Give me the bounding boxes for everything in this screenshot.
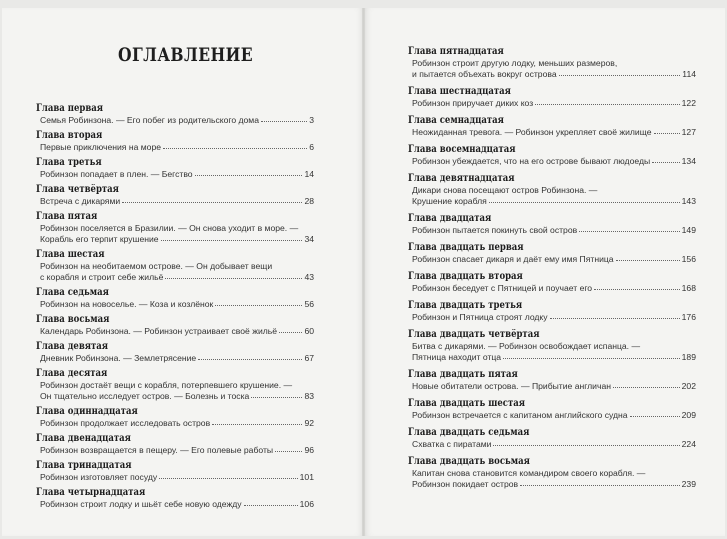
chapter-description <box>36 353 314 364</box>
chapter-description <box>36 223 314 245</box>
page-number: 34 <box>304 234 314 244</box>
chapter-description <box>408 312 696 323</box>
page-number: 106 <box>299 499 314 509</box>
chapter-heading: Глава двадцатая <box>408 213 492 224</box>
chapter-heading: Глава девятнадцатая <box>408 173 515 184</box>
description-line: Корабль его терпит крушение <box>40 234 159 244</box>
chapter-description <box>408 283 696 294</box>
dot-leader <box>503 357 680 359</box>
description-last-line <box>40 234 314 245</box>
description-last-line <box>40 353 314 364</box>
description-last-line <box>40 391 314 402</box>
chapter-description <box>36 261 314 283</box>
page-number: 92 <box>304 418 314 428</box>
page-number: 101 <box>299 472 314 482</box>
toc-entry <box>408 456 696 490</box>
dot-leader <box>165 277 302 279</box>
chapter-heading: Глава одиннадцатая <box>36 406 138 417</box>
chapter-description <box>36 472 314 483</box>
dot-leader <box>613 386 680 388</box>
toc-entry <box>408 329 696 363</box>
description-line: Робинзон на новоселье. — Коза и козлёнок <box>40 299 214 309</box>
description-line: Дикари снова посещают остров Робинзона. — <box>412 185 598 195</box>
page-number: 56 <box>304 299 314 309</box>
toc-entry <box>408 213 696 236</box>
description-line: Робинзон достаёт вещи с корабля, потерпевшего крушение. — <box>40 380 293 390</box>
dot-leader <box>579 230 679 232</box>
description-last-line <box>40 299 314 310</box>
chapter-heading: Глава четырнадцатая <box>36 487 146 498</box>
toc-entry <box>36 341 314 364</box>
description-last-line <box>40 115 314 126</box>
chapter-heading: Глава двадцать четвёртая <box>408 329 540 340</box>
chapter-heading: Глава пятая <box>36 211 98 222</box>
chapter-heading: Глава восьмая <box>36 314 110 325</box>
description-line: Он тщательно исследует остров. — Болезнь и тоска <box>40 391 250 401</box>
book-spine <box>362 8 365 536</box>
chapter-description <box>36 445 314 456</box>
description-line: Робинзон попадает в плен. — Бегство <box>40 169 193 179</box>
description-line: Первые приключения на море <box>40 142 162 152</box>
chapter-description <box>408 254 696 265</box>
description-line: Робинзон поселяется в Бразилии. — Он снова уходит в море. — <box>40 223 299 233</box>
dot-leader <box>652 161 680 163</box>
description-last-line <box>40 169 314 180</box>
description-last-line <box>40 418 314 429</box>
description-last-line <box>412 479 696 490</box>
chapter-heading: Глава шестнадцатая <box>408 86 511 97</box>
chapter-heading: Глава четвёртая <box>36 184 119 195</box>
toc-entry <box>36 287 314 310</box>
chapter-description <box>408 439 696 450</box>
chapter-heading: Глава первая <box>36 103 104 114</box>
description-line: Календарь Робинзона. — Робинзон устраивает своё жильё <box>40 326 278 336</box>
dot-leader <box>594 288 680 290</box>
toc-entry <box>408 86 696 109</box>
dot-leader <box>550 317 680 319</box>
chapter-description <box>408 98 696 109</box>
description-line: Семья Робинзона. — Его побег из родительского дома <box>40 115 259 125</box>
description-line: Робинзон строит лодку и шьёт себе новую одежду <box>40 499 242 509</box>
toc-entry <box>408 173 696 207</box>
description-last-line <box>40 142 314 153</box>
dot-leader <box>215 304 302 306</box>
dot-leader <box>279 331 302 333</box>
chapter-heading: Глава десятая <box>36 368 108 379</box>
toc-entry <box>36 211 314 245</box>
chapter-heading: Глава двадцать седьмая <box>408 427 530 438</box>
chapter-heading: Глава вторая <box>36 130 103 141</box>
chapter-description <box>408 468 696 490</box>
toc-entry <box>36 406 314 429</box>
description-line: Робинзон на необитаемом острове. — Он добывает вещи <box>40 261 273 271</box>
chapter-description <box>36 499 314 510</box>
toc-entry <box>36 433 314 456</box>
description-line: Новые обитатели острова. — Прибытие англичан <box>412 381 611 391</box>
chapter-heading: Глава двадцать вторая <box>408 271 523 282</box>
description-line: Крушение корабля <box>412 196 487 206</box>
toc-entry <box>36 249 314 283</box>
page-number: 67 <box>304 353 314 363</box>
description-line: Робинзон беседует с Пятницей и поучает его <box>412 283 593 293</box>
chapter-description <box>36 299 314 310</box>
chapter-heading: Глава восемнадцатая <box>408 144 516 155</box>
description-last-line <box>412 381 696 392</box>
description-last-line <box>412 410 696 421</box>
page-number: 3 <box>309 115 314 125</box>
chapter-heading: Глава двадцать пятая <box>408 369 518 380</box>
chapter-heading: Глава двадцать первая <box>408 242 524 253</box>
toc-entry <box>408 271 696 294</box>
chapter-description <box>36 326 314 337</box>
chapter-heading: Глава шестая <box>36 249 105 260</box>
description-last-line <box>412 69 696 80</box>
dot-leader <box>535 103 679 105</box>
dot-leader <box>654 132 680 134</box>
description-line: Капитан снова становится командиром своего корабля. — <box>412 468 646 478</box>
chapter-heading: Глава семнадцатая <box>408 115 504 126</box>
description-last-line <box>40 326 314 337</box>
description-last-line <box>40 499 314 510</box>
description-last-line <box>412 127 696 138</box>
dot-leader <box>212 423 302 425</box>
chapter-heading: Глава девятая <box>36 341 109 352</box>
dot-leader <box>616 259 680 261</box>
description-last-line <box>412 312 696 323</box>
page-number: 143 <box>681 196 696 206</box>
chapter-description <box>36 115 314 126</box>
page-number: 6 <box>309 142 314 152</box>
dot-leader <box>520 484 680 486</box>
dot-leader <box>261 120 307 122</box>
dot-leader <box>163 147 307 149</box>
description-line: Робинзон изготовляет посуду <box>40 472 158 482</box>
dot-leader <box>275 450 302 452</box>
description-last-line <box>412 225 696 236</box>
description-line: Робинзон пытается покинуть свой остров <box>412 225 578 235</box>
description-line: Робинзон строит другую лодку, меньших размеров, <box>412 58 618 68</box>
chapter-description <box>36 196 314 207</box>
description-line: с корабля и строит себе жильё <box>40 272 164 282</box>
dot-leader <box>493 444 679 446</box>
page-number: 156 <box>681 254 696 264</box>
description-line: Дневник Робинзона. — Землетрясение <box>40 353 197 363</box>
page-number: 43 <box>304 272 314 282</box>
dot-leader <box>251 396 302 398</box>
chapter-heading: Глава двадцать шестая <box>408 398 526 409</box>
description-line: Робинзон убеждается, что на его острове бывают людоеды <box>412 156 651 166</box>
description-line: Встреча с дикарями <box>40 196 121 206</box>
page-number: 127 <box>681 127 696 137</box>
toc-entry <box>36 460 314 483</box>
page-number: 122 <box>681 98 696 108</box>
toc-entry <box>36 184 314 207</box>
chapter-description <box>408 381 696 392</box>
chapter-description <box>408 410 696 421</box>
description-line: Робинзон покидает остров <box>412 479 519 489</box>
page-number: 83 <box>304 391 314 401</box>
toc-entry <box>408 242 696 265</box>
description-last-line <box>412 352 696 363</box>
toc-entry <box>36 157 314 180</box>
description-last-line <box>412 156 696 167</box>
chapter-heading: Глава тринадцатая <box>36 460 132 471</box>
dot-leader <box>161 239 303 241</box>
description-line: Схватка с пиратами <box>412 439 492 449</box>
chapter-heading: Глава третья <box>36 157 102 168</box>
chapter-heading: Глава двадцать восьмая <box>408 456 530 467</box>
toc-entry <box>36 368 314 402</box>
description-last-line <box>412 98 696 109</box>
page-number: 14 <box>304 169 314 179</box>
chapter-heading: Глава пятнадцатая <box>408 46 504 57</box>
description-last-line <box>412 196 696 207</box>
page-title: ОГЛАВЛЕНИЕ <box>118 44 254 66</box>
toc-entry <box>408 398 696 421</box>
toc-entry <box>36 487 314 510</box>
page-number: 176 <box>681 312 696 322</box>
description-line: Робинзон продолжает исследовать остров <box>40 418 211 428</box>
dot-leader <box>559 74 681 76</box>
toc-entry <box>36 314 314 337</box>
description-line: Робинзон встречается с капитаном английского судна <box>412 410 628 420</box>
dot-leader <box>198 358 302 360</box>
page-number: 28 <box>304 196 314 206</box>
description-last-line <box>412 439 696 450</box>
chapter-description <box>408 156 696 167</box>
page-number: 96 <box>304 445 314 455</box>
page-number: 168 <box>681 283 696 293</box>
chapter-heading: Глава двенадцатая <box>36 433 131 444</box>
description-last-line <box>40 445 314 456</box>
toc-right-column <box>408 46 696 496</box>
toc-entry <box>408 300 696 323</box>
chapter-description <box>36 169 314 180</box>
description-last-line <box>40 272 314 283</box>
chapter-description <box>408 58 696 80</box>
chapter-description <box>36 142 314 153</box>
toc-left-column <box>36 103 314 514</box>
description-line: и пытается объехать вокруг острова <box>412 69 557 79</box>
description-line: Робинзон и Пятница строят лодку <box>412 312 548 322</box>
page-number: 189 <box>681 352 696 362</box>
dot-leader <box>195 174 303 176</box>
page-number: 209 <box>681 410 696 420</box>
toc-entry <box>36 103 314 126</box>
chapter-description <box>36 418 314 429</box>
description-last-line <box>412 283 696 294</box>
chapter-description <box>408 185 696 207</box>
page-number: 224 <box>681 439 696 449</box>
description-line: Робинзон спасает дикаря и даёт ему имя Пятница <box>412 254 614 264</box>
page-number: 60 <box>304 326 314 336</box>
toc-entry <box>408 46 696 80</box>
chapter-description <box>408 341 696 363</box>
page-number: 202 <box>681 381 696 391</box>
dot-leader <box>630 415 680 417</box>
dot-leader <box>489 201 680 203</box>
description-line: Робинзон возвращается в пещеру. — Его полевые работы <box>40 445 274 455</box>
toc-entry <box>408 115 696 138</box>
page-number: 239 <box>681 479 696 489</box>
dot-leader <box>244 504 298 506</box>
toc-entry <box>408 144 696 167</box>
description-last-line <box>412 254 696 265</box>
chapter-description <box>36 380 314 402</box>
page-number: 134 <box>681 156 696 166</box>
description-line: Неожиданная тревога. — Робинзон укрепляет своё жилище <box>412 127 652 137</box>
page-number: 114 <box>682 69 696 79</box>
toc-entry <box>36 130 314 153</box>
description-line: Пятница находит отца <box>412 352 502 362</box>
description-line: Битва с дикарями. — Робинзон освобождает испанца. — <box>412 341 641 351</box>
description-line: Робинзон приручает диких коз <box>412 98 534 108</box>
toc-entry <box>408 427 696 450</box>
chapter-heading: Глава двадцать третья <box>408 300 523 311</box>
chapter-description <box>408 127 696 138</box>
dot-leader <box>159 477 297 479</box>
dot-leader <box>122 201 302 203</box>
toc-entry <box>408 369 696 392</box>
description-last-line <box>40 472 314 483</box>
page-number: 149 <box>681 225 696 235</box>
description-last-line <box>40 196 314 207</box>
chapter-description <box>408 225 696 236</box>
chapter-heading: Глава седьмая <box>36 287 109 298</box>
